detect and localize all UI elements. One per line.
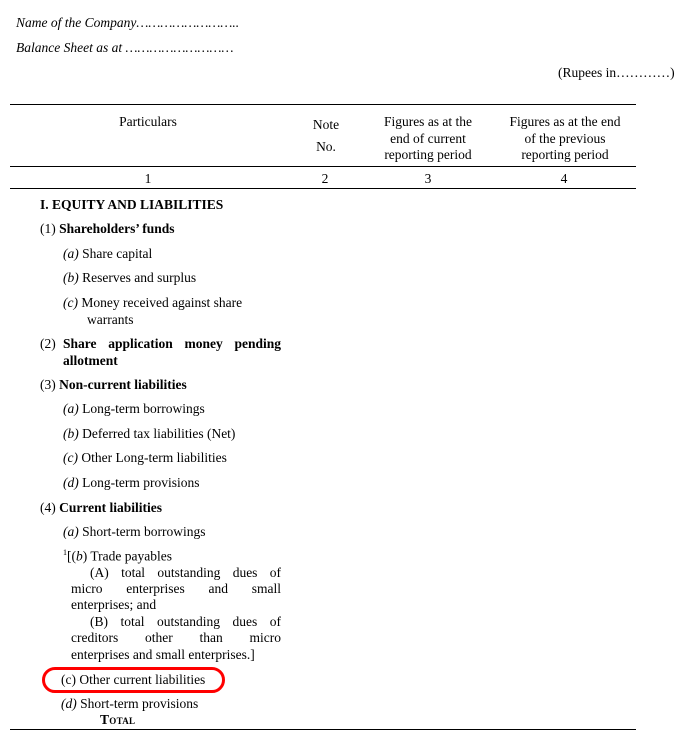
word: dues [232,614,258,629]
word: pending [234,336,281,351]
item-marker: (a) [63,524,79,539]
item-marker: (b) [63,270,79,285]
item-marker: (b) [63,426,79,441]
word: outstanding [157,565,221,580]
word: total [121,565,146,580]
word: (B) [90,614,108,629]
word: other [144,630,173,645]
word: creditors [71,630,119,645]
trade-payables-a-line3: enterprises; and [71,597,157,612]
word: enterprises [126,581,185,596]
trade-payables-b-line3: enterprises and small enterprises.] [71,647,255,662]
col-heading-particulars: Particulars [119,114,177,129]
bracket-open: [( [67,548,76,564]
group-title: Non-current liabilities [59,377,187,392]
item-label: Long-term borrowings [82,401,205,416]
group-number: (3) [40,377,56,392]
trade-payables-a-line2 [71,581,281,597]
col-heading-previous-period [494,114,636,164]
line-item-short-term-provisions [61,696,198,712]
item-label: Short-term borrowings [82,524,206,539]
col-number-2: 2 [321,171,329,186]
word: micro [249,630,281,645]
word: outstanding [157,614,220,629]
word: (A) [90,565,109,580]
group-non-current-liabilities [40,377,187,393]
col-number-4: 4 [560,171,568,186]
balance-sheet-date-line: Balance Sheet as at ……………………… [16,40,234,55]
item-label: Deferred tax liabilities (Net) [82,426,236,441]
item-marker: (d) [63,475,79,490]
section-title-equity-liabilities: I. EQUITY AND LIABILITIES [40,197,224,212]
word: money [184,336,223,351]
item-marker: (a) [63,401,79,416]
group-title: Current liabilities [59,500,162,515]
item-marker: b [76,548,83,564]
col-heading-current-period [362,114,494,164]
item-label: Short-term provisions [80,696,199,711]
line-item-other-current-liabilities: (c) Other current liabilities [61,672,206,687]
item-label: Trade payables [90,548,172,564]
previous-heading-line1: Figures as at the end [509,114,621,129]
trade-payables-a-line1 [90,565,281,581]
word: Share [63,336,97,351]
group-shareholders-funds [40,221,175,237]
note-heading-line1: Note [312,117,340,132]
word: application [108,336,173,351]
item-label: Other Long-term liabilities [81,450,227,465]
line-item-long-term-provisions [63,475,200,491]
table-bottom-rule [10,729,636,730]
current-heading-line2: end of current [390,130,466,146]
line-item-short-term-borrowings [63,524,205,540]
bracket-close: ) [82,548,88,564]
item-marker: (c) [63,450,78,465]
item-marker: (c) [63,295,78,310]
line-item-long-term-borrowings [63,401,205,417]
line-item-warrants-continuation: warrants [87,312,134,327]
word: dues [232,565,258,580]
line-item-trade-payables [63,548,172,565]
column-number-rule [10,188,636,189]
group-number: (4) [40,500,56,515]
current-heading-line3: reporting period [384,147,472,162]
line-item-deferred-tax [63,426,235,442]
previous-heading-line3: reporting period [521,147,609,162]
trade-payables-b-line1 [90,614,281,630]
group-title: Shareholders’ funds [59,221,175,236]
rupees-unit-note: (Rupees in…………) [558,65,675,80]
word: than [199,630,223,645]
item-marker: (d) [61,696,77,711]
word: total [120,614,145,629]
col-number-1: 1 [144,171,152,186]
line-item-other-long-term [63,450,227,466]
word: of [269,614,281,629]
word: micro [71,581,103,596]
col-number-3: 3 [424,171,432,186]
item-label: Long-term provisions [82,475,200,490]
previous-heading-line2: of the previous [524,130,606,146]
table-top-rule [10,104,636,105]
col-heading-note [290,114,362,158]
total-label: Total [100,712,136,727]
line-item-share-capital [63,246,152,262]
group-number: (1) [40,221,56,236]
item-label: Reserves and surplus [82,270,197,285]
footnote-marker: 1 [63,548,67,557]
group-share-application-line1 [63,336,281,352]
line-item-money-against-warrants [63,295,242,311]
group-share-application-line2: allotment [63,353,118,368]
trade-payables-b-line2 [71,630,281,646]
note-heading-line2: No. [316,139,336,154]
group-current-liabilities [40,500,162,516]
word: of [269,565,281,580]
company-name-line: Name of the Company…………………….. [16,15,240,30]
current-heading-line1: Figures as at the [383,114,473,129]
header-bottom-rule [10,166,636,167]
line-item-reserves-surplus [63,270,196,286]
group-number-2: (2) [40,336,56,351]
word: and [208,581,228,596]
item-marker: (a) [63,246,79,261]
item-label: Money received against share [81,295,243,310]
word: small [251,581,281,596]
item-label: Share capital [82,246,153,261]
